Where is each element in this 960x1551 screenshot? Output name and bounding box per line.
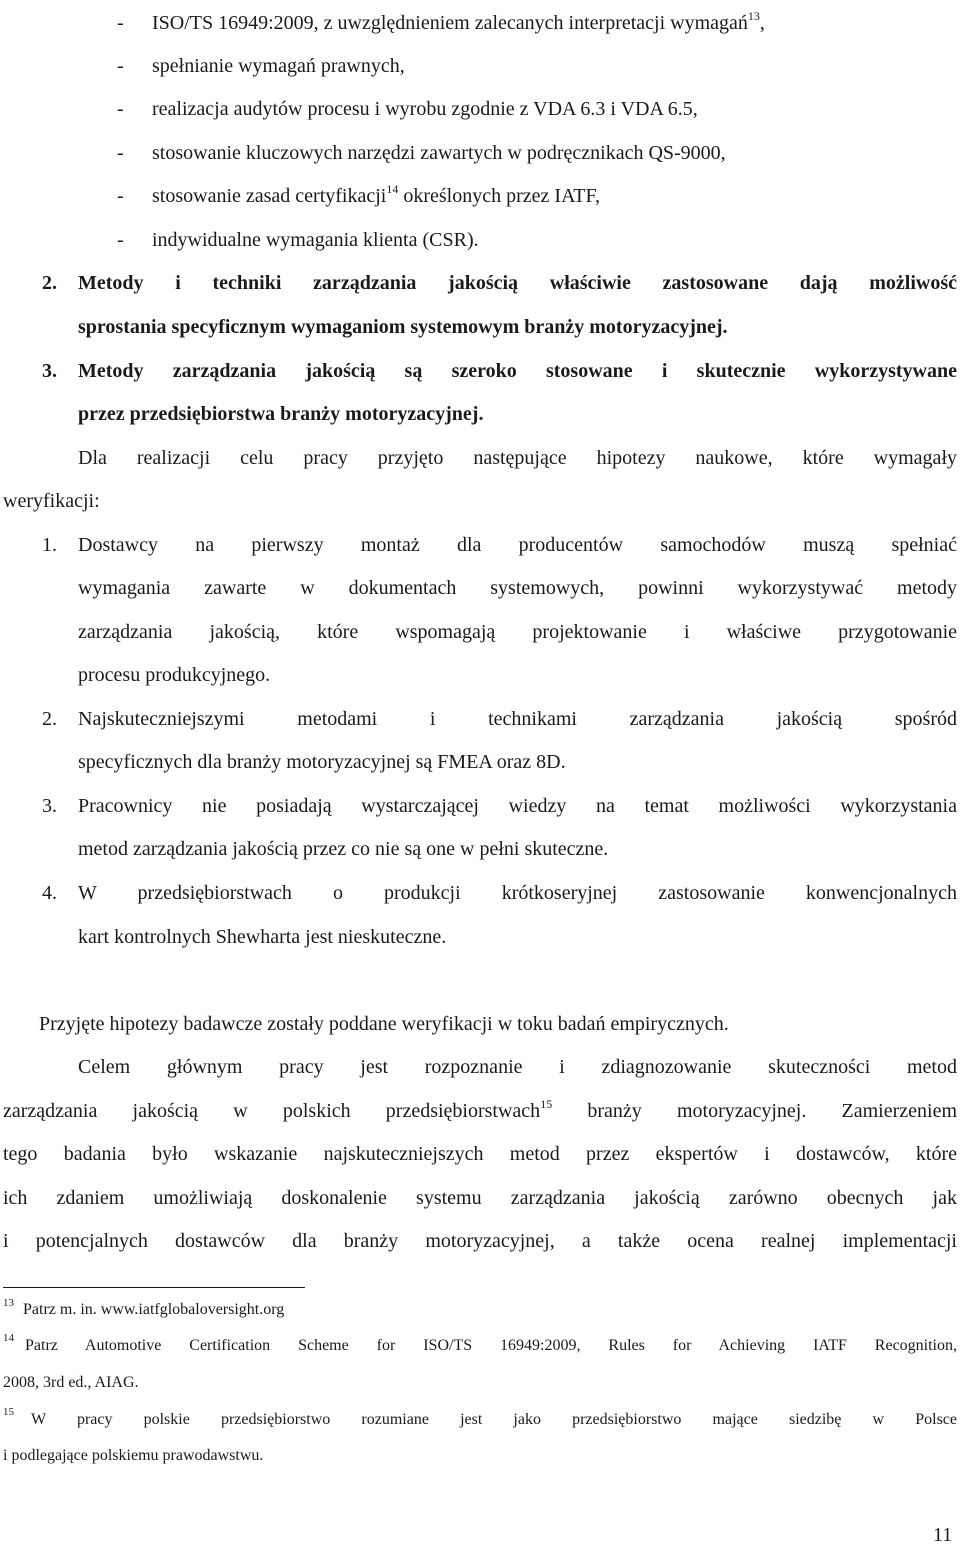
footnote-number: 15 xyxy=(3,1406,14,1418)
hypothesis-line: kart kontrolnych Shewharta jest nieskuteczne. xyxy=(78,926,447,948)
hypothesis-number: 1. xyxy=(42,534,57,556)
bullet-marker: - xyxy=(117,229,124,251)
hypothesis-number: 3. xyxy=(42,795,57,817)
hypothesis-line: Najskuteczniejszymi metodami i technikami zarządzania jakością spośród xyxy=(78,708,957,730)
bullet-marker: - xyxy=(117,55,124,77)
thesis-line: przez przedsiębiorstwa branży motoryzacyjnej. xyxy=(78,403,484,425)
paragraph-line: ich zdaniem umożliwiają doskonalenie systemu zarządzania jakością zarówno obecnych jak xyxy=(3,1187,957,1209)
paragraph-line: zarządzania jakością w polskich przedsiębiorstwach$^{15}$ branży motoryzacyjnej. Zamierzeniem xyxy=(3,1097,958,1122)
hypothesis-line: specyficznych dla branży motoryzacyjnej są FMEA oraz 8D. xyxy=(78,751,566,773)
footnote-number: 13 xyxy=(3,1297,14,1309)
footnote-line: W pracy polskie przedsiębiorstwo rozumiane jest jako przedsiębiorstwo mające siedzibę w Polsce xyxy=(31,1411,957,1428)
bullet-marker: - xyxy=(117,185,124,207)
list-item: indywidualne wymagania klienta (CSR). xyxy=(152,229,479,251)
footnote-line: i podlegające polskiemu prawodawstwu. xyxy=(3,1447,264,1464)
list-item: realizacja audytów procesu i wyrobu zgodnie z VDA 6.3 i VDA 6.5, xyxy=(152,98,698,120)
list-item: stosowanie kluczowych narzędzi zawartych w podręcznikach QS-9000, xyxy=(152,142,726,164)
hypothesis-line: zarządzania jakością, które wspomagają projektowanie i właściwe przygotowanie xyxy=(78,621,957,643)
list-item: stosowanie zasad certyfikacji$^{14}$ określonych przez IATF, xyxy=(152,182,601,207)
list-item: spełnianie wymagań prawnych, xyxy=(152,55,405,77)
paragraph-line: Celem głównym pracy jest rozpoznanie i zdiagnozowanie skuteczności metod xyxy=(78,1056,957,1078)
hypothesis-line: Dostawcy na pierwszy montaż dla producentów samochodów muszą spełniać xyxy=(78,534,957,556)
paragraph-line: i potencjalnych dostawców dla branży motoryzacyjnej, a także ocena realnej implementacji xyxy=(3,1230,957,1252)
page-number: 11 xyxy=(933,1524,953,1546)
footnote-line: 2008, 3rd ed., AIAG. xyxy=(3,1374,139,1391)
hypothesis-line: procesu produkcyjnego. xyxy=(78,664,271,686)
thesis-number: 2. xyxy=(42,272,57,294)
hypothesis-number: 2. xyxy=(42,708,57,730)
footnote-number: 14 xyxy=(3,1332,14,1344)
hypothesis-number: 4. xyxy=(42,882,57,904)
paragraph-line: tego badania było wskazanie najskuteczniejszych metod przez ekspertów i dostawców, które xyxy=(3,1143,957,1165)
thesis-line: Metody zarządzania jakością są szeroko stosowane i skutecznie wykorzystywane xyxy=(78,360,957,382)
bullet-marker: - xyxy=(117,12,124,34)
hypotheses-intro-line: weryfikacji: xyxy=(3,490,100,512)
thesis-line: sprostania specyficznym wymaganiom systemowym branży motoryzacyjnej. xyxy=(78,316,728,338)
verification-sentence: Przyjęte hipotezy badawcze zostały poddane weryfikacji w toku badań empirycznych. xyxy=(39,1013,729,1035)
footnote-line: Patrz Automotive Certification Scheme for ISO/TS 16949:2009, Rules for Achieving IATF Recognition, xyxy=(25,1337,957,1354)
hypothesis-line: metod zarządzania jakością przez co nie są one w pełni skuteczne. xyxy=(78,838,609,860)
thesis-number: 3. xyxy=(42,360,57,382)
hypothesis-line: W przedsiębiorstwach o produkcji krótkoseryjnej zastosowanie konwencjonalnych xyxy=(78,882,957,904)
thesis-line: Metody i techniki zarządzania jakością właściwie zastosowane dają możliwość xyxy=(78,272,957,294)
bullet-marker: - xyxy=(117,142,124,164)
hypothesis-line: wymagania zawarte w dokumentach systemowych, powinni wykorzystywać metody xyxy=(78,577,957,599)
bullet-marker: - xyxy=(117,98,124,120)
footnote-line: Patrz m. in. www.iatfglobaloversight.org xyxy=(23,1301,285,1318)
hypothesis-line: Pracownicy nie posiadają wystarczającej wiedzy na temat możliwości wykorzystania xyxy=(78,795,957,817)
list-item: ISO/TS 16949:2009, z uwzględnieniem zalecanych interpretacji wymagań$^{13}$, xyxy=(152,9,765,34)
hypotheses-intro-line: Dla realizacji celu pracy przyjęto następujące hipotezy naukowe, które wymagały xyxy=(78,447,957,469)
footnote-separator xyxy=(3,1287,305,1288)
